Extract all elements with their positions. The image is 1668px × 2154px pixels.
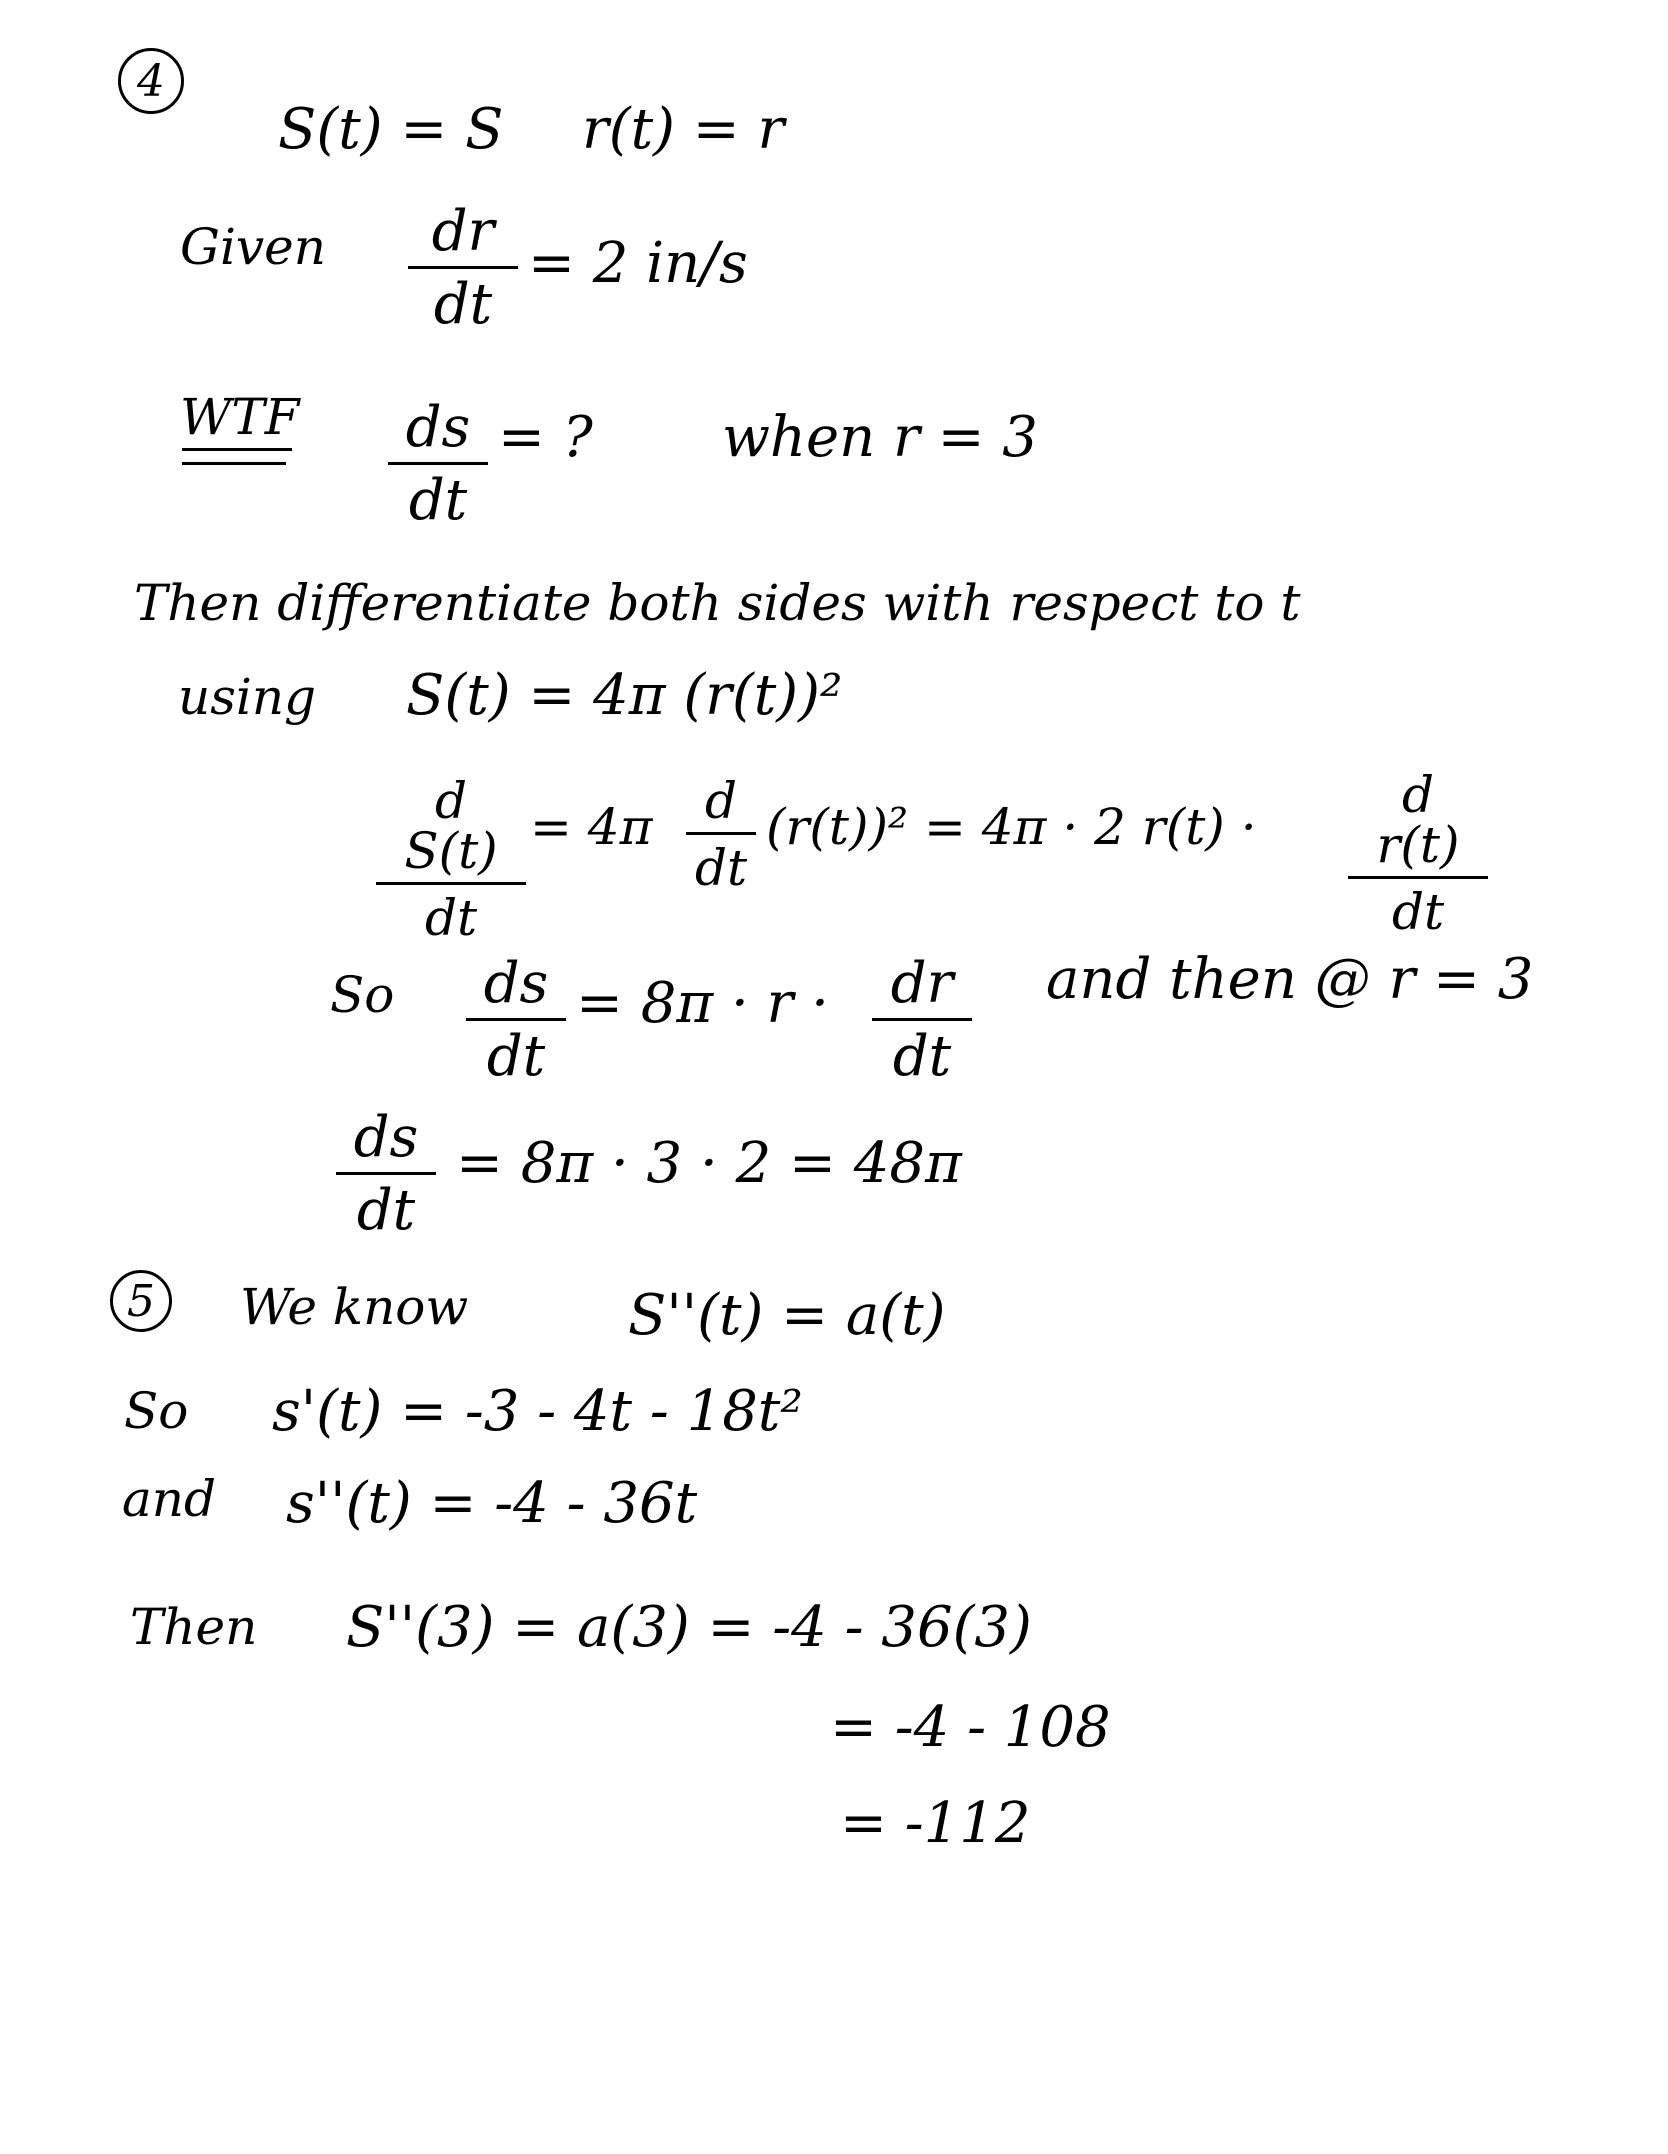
dr-dt-fraction [408,199,518,337]
fraction-numerator: d r(t) [1376,766,1460,874]
ds-dt-fraction-3 [336,1105,436,1243]
so-label: So [330,966,395,1024]
fraction-denominator: dt [356,1178,416,1243]
fraction-numerator: ds [353,1105,419,1170]
differentiate-instruction: Then differentiate both sides with respect to t [134,574,1301,632]
dS-dt-fraction [376,772,526,947]
wtf-condition: when r = 3 [722,405,1038,470]
then-label-5: Then [130,1598,258,1656]
acceleration-equation: s''(t) = -4 - 36t [286,1471,698,1536]
problem-4-number: 4 [118,48,184,114]
final-rate-result: = 8π · 3 · 2 = 48π [456,1131,962,1196]
ds-dt-fraction-2 [466,951,566,1089]
dr-dt-fraction-3 [872,951,972,1089]
s-definition: S(t) = S [278,97,504,162]
fraction-denominator: dt [424,889,478,947]
surface-area-formula: S(t) = 4π (r(t))² [406,663,843,728]
deriv-equals-4pi: = 4π [530,798,653,856]
r-definition: r(t) = r [582,97,785,162]
given-label: Given [180,218,326,276]
fraction-denominator: dt [408,468,468,533]
wtf-label: WTF [180,388,300,446]
using-label: using [178,668,317,726]
d-dt-operator [686,772,756,897]
fraction-numerator: ds [483,951,549,1016]
fraction-denominator: dt [486,1024,546,1089]
fraction-denominator: dt [1391,883,1445,941]
fraction-numerator: d [704,772,737,830]
fraction-numerator: dr [890,951,954,1016]
fraction-numerator: dr [431,199,495,264]
problem-5-number: 5 [110,1270,172,1332]
ds-dt-fraction [388,395,488,533]
so-label-5: So [124,1382,189,1440]
acceleration-at-3: S''(3) = a(3) = -4 - 36(3) [346,1595,1032,1660]
so-expression: = 8π · r · [576,971,829,1036]
fraction-numerator: d S(t) [404,772,498,880]
wtf-underline-2 [182,462,286,465]
step-simplify: = -4 - 108 [830,1695,1111,1760]
given-rate: = 2 in/s [528,231,748,296]
chain-rule-expression: (r(t))² = 4π · 2 r(t) · [766,798,1257,856]
fraction-denominator: dt [694,839,748,897]
wtf-underline-1 [182,448,292,451]
fraction-numerator: ds [405,395,471,460]
fraction-denominator: dt [433,272,493,337]
dr-dt-fraction-2 [1348,766,1488,941]
wtf-unknown: = ? [498,405,593,470]
velocity-equation: s'(t) = -3 - 4t - 18t² [272,1379,803,1444]
evaluate-at-r3: and then @ r = 3 [1046,947,1534,1012]
and-label: and [122,1470,217,1528]
fraction-denominator: dt [892,1024,952,1089]
final-acceleration: = -112 [840,1791,1031,1856]
acceleration-relation: S''(t) = a(t) [628,1283,946,1348]
we-know-label: We know [240,1278,469,1336]
